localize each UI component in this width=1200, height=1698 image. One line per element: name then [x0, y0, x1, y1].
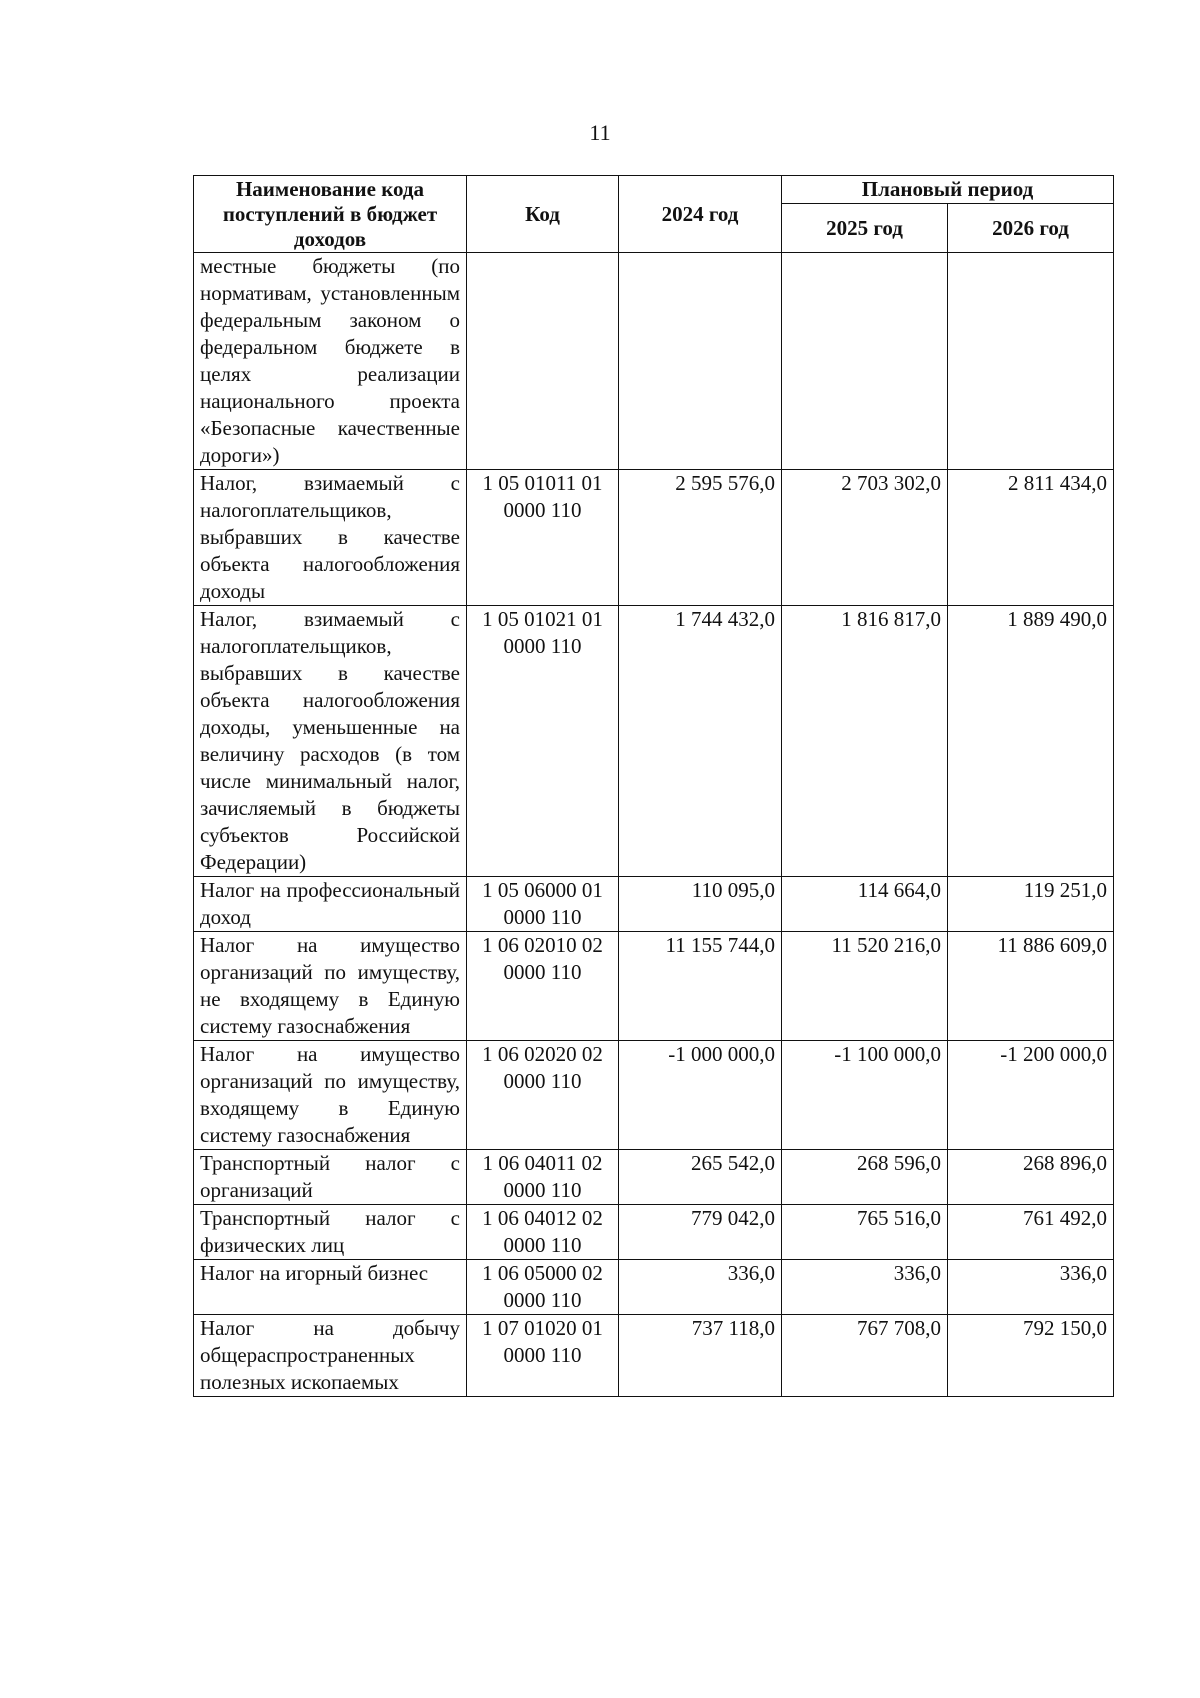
row-name-cell: Налог на имущество организаций по имуществу, входящему в Единую систему газоснабжения	[194, 1041, 467, 1150]
row-value-2026: 761 492,0	[948, 1205, 1114, 1260]
row-name-cell: Налог на имущество организаций по имуществу, не входящему в Единую систему газоснабжения	[194, 932, 467, 1041]
row-value-2026: 119 251,0	[948, 877, 1114, 932]
table-row	[194, 1205, 1114, 1260]
row-value-2025: 11 520 216,0	[782, 932, 948, 1041]
row-value-2025: 1 816 817,0	[782, 606, 948, 877]
row-code-cell: 1 06 05000 02 0000 110	[467, 1260, 619, 1315]
row-value-2025: 268 596,0	[782, 1150, 948, 1205]
row-value-2026: 1 889 490,0	[948, 606, 1114, 877]
row-name-cell: Налог, взимаемый с налогоплательщиков, выбравших в качестве объекта налогообложения доходы, уменьшенные на величину расходов (в том числе минимальный налог, зачисляемый в бюджеты субъектов Российской Федерации)	[194, 606, 467, 877]
row-code-cell: 1 05 01021 01 0000 110	[467, 606, 619, 877]
row-code-cell: 1 07 01020 01 0000 110	[467, 1315, 619, 1397]
table-row	[194, 1150, 1114, 1205]
row-code-cell: 1 06 04011 02 0000 110	[467, 1150, 619, 1205]
row-value-2024: 1 744 432,0	[619, 606, 782, 877]
row-value-2024	[619, 253, 782, 470]
row-name-cell: Налог на игорный бизнес	[194, 1260, 467, 1315]
row-value-2025: 2 703 302,0	[782, 470, 948, 606]
row-name-cell: местные бюджеты (по нормативам, установленным федеральным законом о федеральном бюджете в целях реализации национального проекта «Безопасные качественные дороги»)	[194, 253, 467, 470]
page-number: 11	[589, 120, 611, 145]
row-value-2026: 792 150,0	[948, 1315, 1114, 1397]
table-header	[194, 176, 1114, 253]
row-value-2025: 336,0	[782, 1260, 948, 1315]
row-value-2024: 265 542,0	[619, 1150, 782, 1205]
row-value-2024: -1 000 000,0	[619, 1041, 782, 1150]
row-value-2026: 268 896,0	[948, 1150, 1114, 1205]
row-value-2024: 2 595 576,0	[619, 470, 782, 606]
row-name-cell: Налог на добычу общераспространенных полезных ископаемых	[194, 1315, 467, 1397]
row-name-cell: Транспортный налог с организаций	[194, 1150, 467, 1205]
header-year-2024: 2024 год	[619, 176, 782, 253]
table-body	[194, 253, 1114, 1397]
table-row	[194, 470, 1114, 606]
row-code-cell: 1 05 06000 01 0000 110	[467, 877, 619, 932]
row-value-2024: 110 095,0	[619, 877, 782, 932]
row-value-2025	[782, 253, 948, 470]
row-value-2026	[948, 253, 1114, 470]
row-value-2026: -1 200 000,0	[948, 1041, 1114, 1150]
header-planning-period: Плановый период	[782, 176, 1114, 204]
table-row	[194, 1315, 1114, 1397]
row-value-2024: 336,0	[619, 1260, 782, 1315]
table-row	[194, 1041, 1114, 1150]
row-code-cell: 1 06 04012 02 0000 110	[467, 1205, 619, 1260]
table-row	[194, 1260, 1114, 1315]
row-name-cell: Налог на профессиональный доход	[194, 877, 467, 932]
row-value-2026: 11 886 609,0	[948, 932, 1114, 1041]
row-code-cell	[467, 253, 619, 470]
table-row	[194, 253, 1114, 470]
row-value-2025: 114 664,0	[782, 877, 948, 932]
row-value-2025: -1 100 000,0	[782, 1041, 948, 1150]
row-name-cell: Налог, взимаемый с налогоплательщиков, выбравших в качестве объекта налогообложения доходы	[194, 470, 467, 606]
row-code-cell: 1 05 01011 01 0000 110	[467, 470, 619, 606]
header-year-2026: 2026 год	[948, 204, 1114, 253]
table-row	[194, 932, 1114, 1041]
row-value-2026: 336,0	[948, 1260, 1114, 1315]
row-value-2024: 779 042,0	[619, 1205, 782, 1260]
table-row	[194, 606, 1114, 877]
row-name-cell: Транспортный налог с физических лиц	[194, 1205, 467, 1260]
row-value-2025: 767 708,0	[782, 1315, 948, 1397]
row-value-2024: 737 118,0	[619, 1315, 782, 1397]
row-value-2026: 2 811 434,0	[948, 470, 1114, 606]
revenue-table	[193, 175, 1114, 1397]
header-year-2025: 2025 год	[782, 204, 948, 253]
header-code: Код	[467, 176, 619, 253]
row-code-cell: 1 06 02020 02 0000 110	[467, 1041, 619, 1150]
table-row	[194, 877, 1114, 932]
header-name: Наименование кода поступлений в бюджет доходов	[194, 176, 467, 253]
row-code-cell: 1 06 02010 02 0000 110	[467, 932, 619, 1041]
row-value-2025: 765 516,0	[782, 1205, 948, 1260]
row-value-2024: 11 155 744,0	[619, 932, 782, 1041]
